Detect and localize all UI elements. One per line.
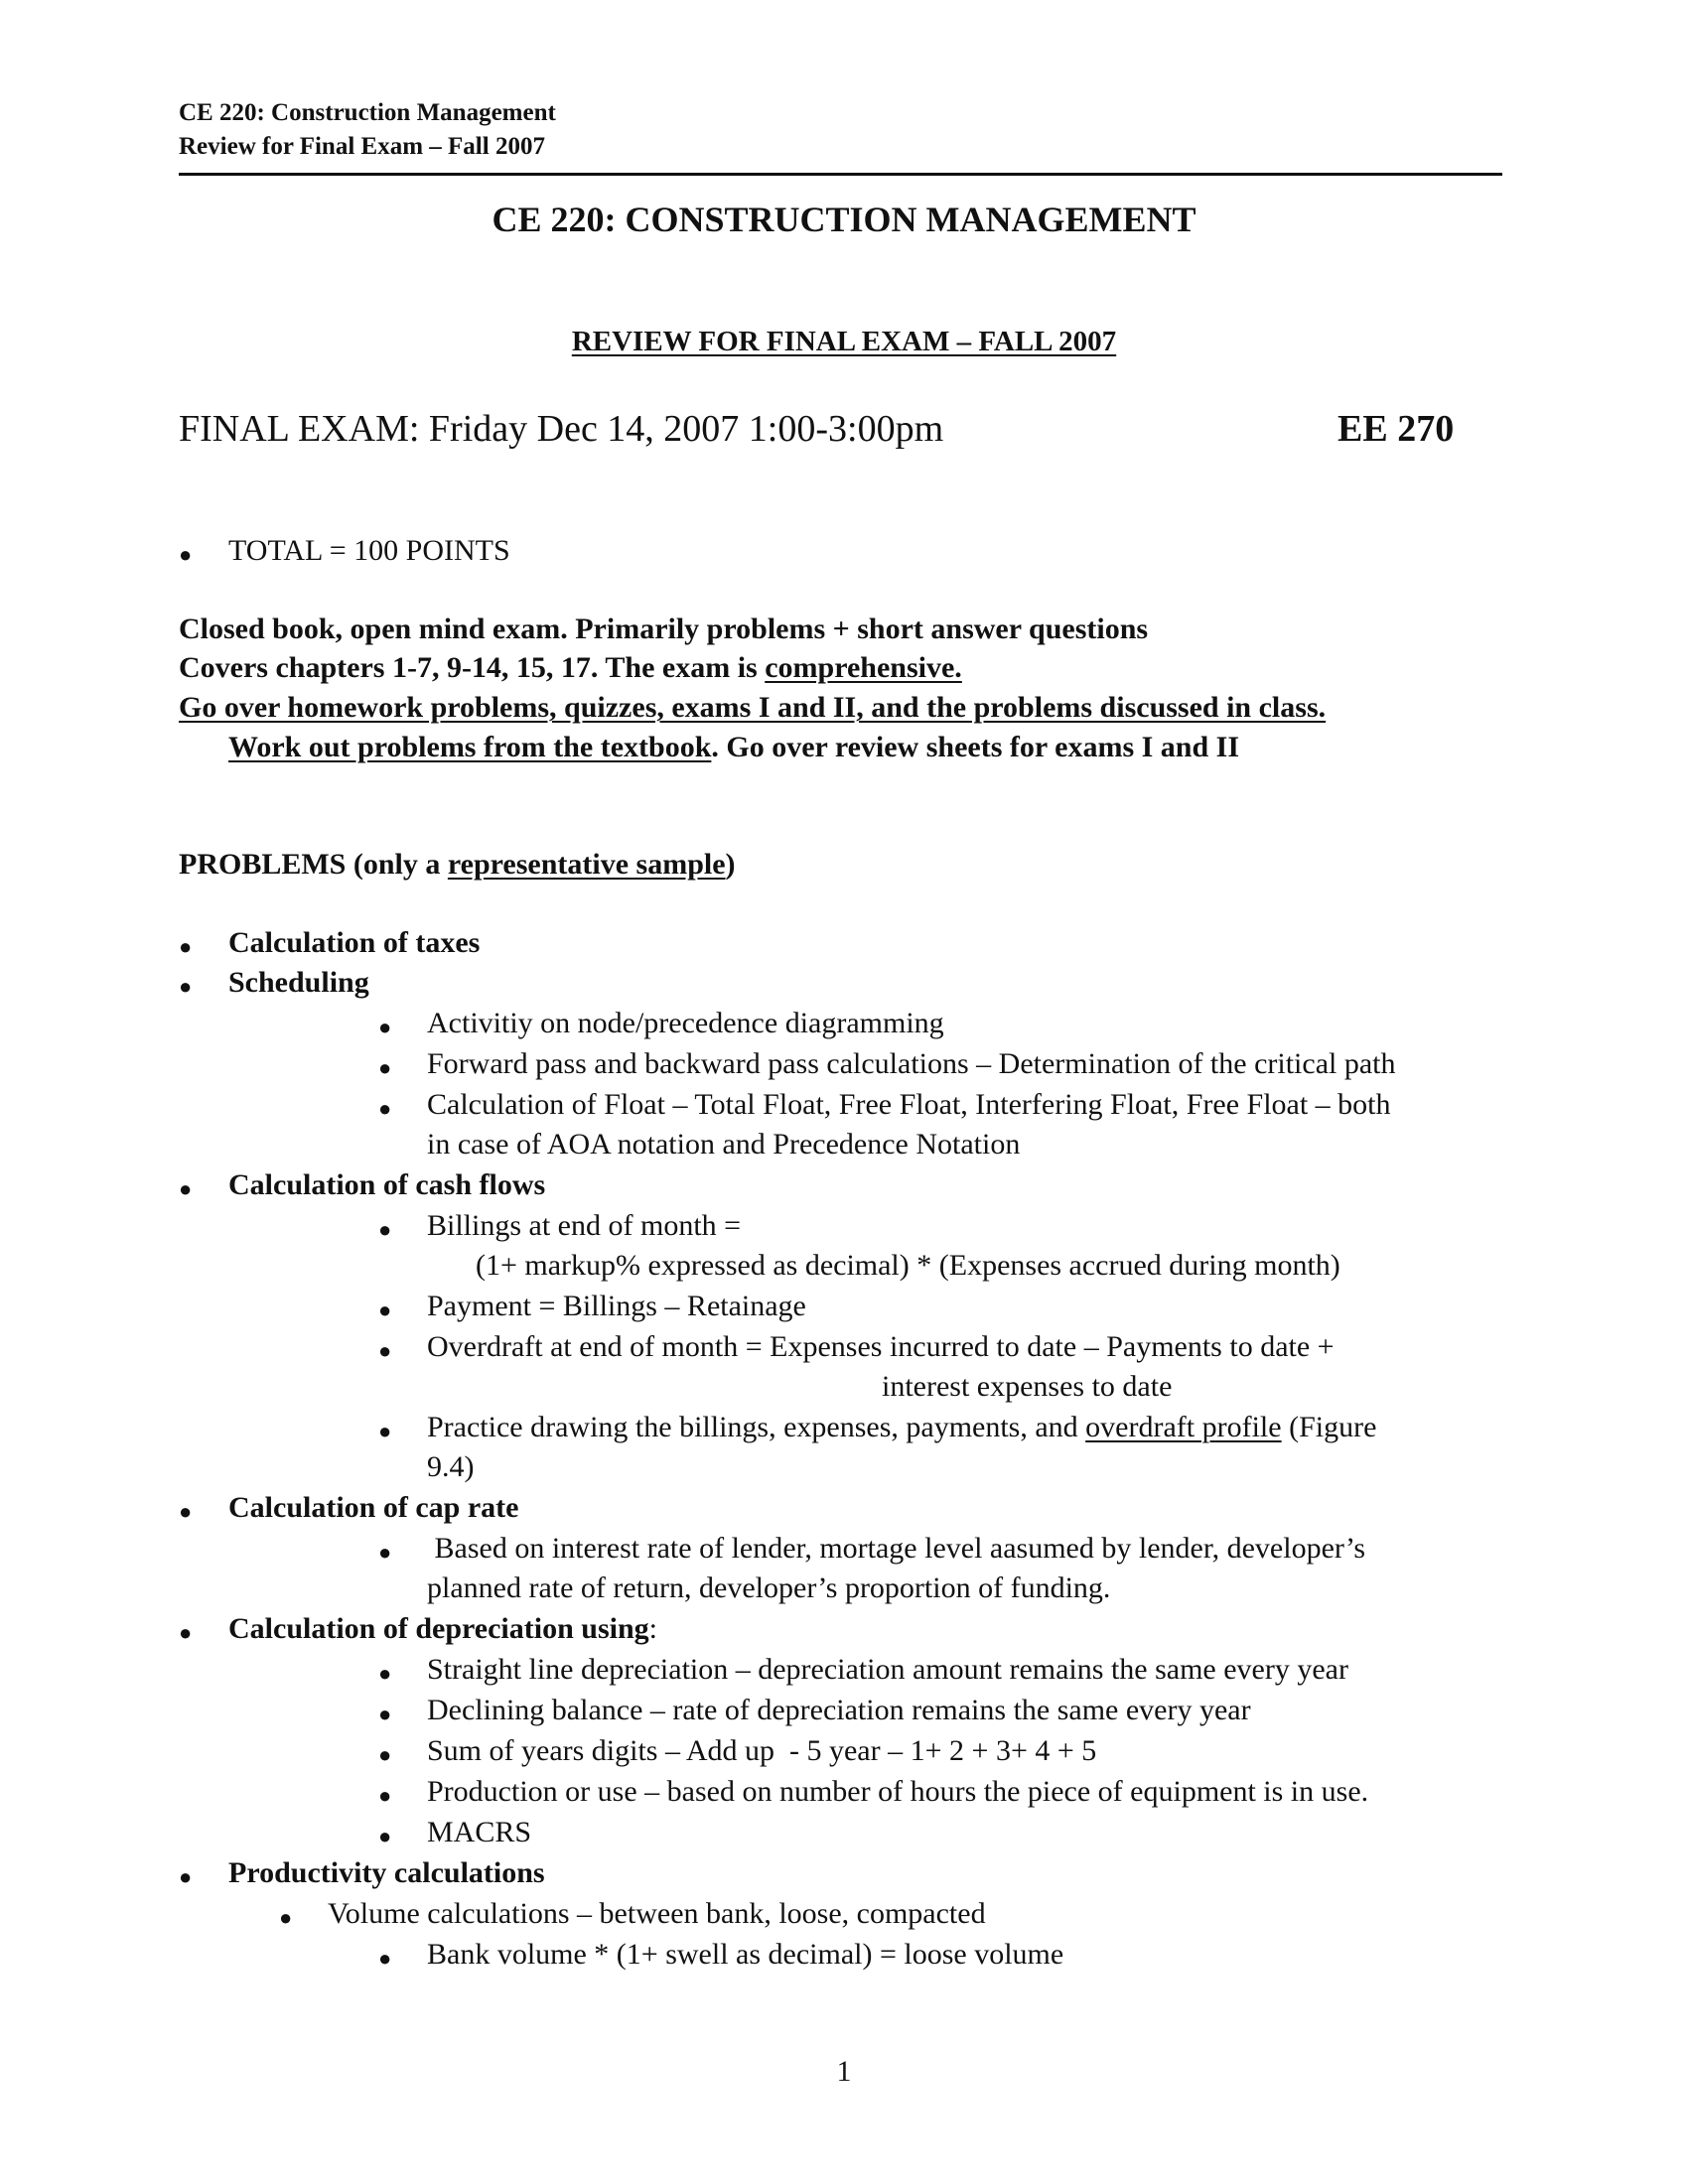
bullet-icon: ● — [378, 1419, 392, 1443]
sched-item-2: Forward pass and backward pass calculations – Determination of the critical path — [427, 1047, 1396, 1080]
bullet-icon: ● — [378, 1015, 392, 1039]
sched-item-1: Activitiy on node/precedence diagramming — [427, 1007, 944, 1039]
bullet-icon: ● — [378, 1661, 392, 1686]
bullet-icon: ● — [179, 1176, 193, 1201]
running-header-subtitle: Review for Final Exam – Fall 2007 — [179, 133, 545, 160]
bullet-icon: ● — [378, 1096, 392, 1121]
bullet-icon: ● — [378, 1217, 392, 1242]
dep-item-1: Straight line depreciation – depreciation amount remains the same every year — [427, 1653, 1348, 1686]
dep-item-5: MACRS — [427, 1816, 532, 1848]
sched-item-3a: Calculation of Float – Total Float, Free Float, Interfering Float, Free Float – both — [427, 1088, 1391, 1121]
bullet-icon: ● — [378, 1702, 392, 1726]
bullet-icon: ● — [179, 934, 193, 959]
bullet-icon: ● — [378, 1297, 392, 1322]
header-rule — [179, 173, 1502, 176]
item-scheduling: Scheduling — [228, 966, 369, 999]
item-cash-flows: Calculation of cash flows — [228, 1168, 546, 1201]
prod-item-1-1: Bank volume * (1+ swell as decimal) = loose volume — [427, 1938, 1064, 1971]
item-cap-rate: Calculation of cap rate — [228, 1491, 519, 1524]
dep-item-2: Declining balance – rate of depreciation remains the same every year — [427, 1694, 1251, 1726]
bullet-icon: ● — [378, 1783, 392, 1808]
bullet-icon: ● — [378, 1338, 392, 1363]
cap-item-1a: Based on interest rate of lender, mortage level aasumed by lender, developer’s — [427, 1532, 1366, 1565]
item-depreciation: Calculation of depreciation using: — [228, 1612, 657, 1645]
cap-item-1b: planned rate of return, developer’s proportion of funding. — [427, 1571, 1111, 1604]
page-number: 1 — [836, 2055, 852, 2088]
running-header-course: CE 220: Construction Management — [179, 99, 556, 126]
dep-item-3: Sum of years digits – Add up - 5 year – 1+ 2 + 3+ 4 + 5 — [427, 1734, 1097, 1767]
bullet-icon: ● — [378, 1540, 392, 1565]
intro-line-4: Work out problems from the textbook. Go over review sheets for exams I and II — [228, 731, 1240, 763]
sched-item-3b: in case of AOA notation and Precedence Notation — [427, 1128, 1021, 1160]
cash-item-2: Payment = Billings – Retainage — [427, 1290, 806, 1322]
cash-item-3b: interest expenses to date — [882, 1370, 1173, 1403]
bullet-icon: ● — [378, 1742, 392, 1767]
bullet-icon: ● — [179, 974, 193, 999]
intro-line-1: Closed book, open mind exam. Primarily problems + short answer questions — [179, 613, 1149, 645]
bullet-icon: ● — [279, 1905, 293, 1930]
cash-item-3a: Overdraft at end of month = Expenses incurred to date – Payments to date + — [427, 1330, 1335, 1363]
bullet-icon: ● — [378, 1824, 392, 1848]
intro-line-2: Covers chapters 1-7, 9-14, 15, 17. The exam is comprehensive. — [179, 651, 962, 684]
bullet-icon: ● — [179, 1499, 193, 1524]
bullet-icon: ● — [378, 1946, 392, 1971]
item-productivity: Productivity calculations — [228, 1856, 545, 1889]
exam-date-time: FINAL EXAM: Friday Dec 14, 2007 1:00-3:00pm — [179, 408, 944, 450]
bullet-icon: ● — [179, 1864, 193, 1889]
cash-item-1b: (1+ markup% expressed as decimal) * (Expenses accrued during month) — [476, 1249, 1340, 1282]
cash-item-1a: Billings at end of month = — [427, 1209, 742, 1242]
exam-room: EE 270 — [1337, 408, 1455, 450]
cash-item-4b: 9.4) — [427, 1450, 475, 1483]
total-points: TOTAL = 100 POINTS — [228, 534, 510, 567]
page-title: CE 220: CONSTRUCTION MANAGEMENT — [492, 200, 1196, 239]
bullet-icon: ● — [179, 1620, 193, 1645]
intro-line-3: Go over homework problems, quizzes, exams I and II, and the problems discussed in class. — [179, 691, 1327, 724]
dep-item-4: Production or use – based on number of hours the piece of equipment is in use. — [427, 1775, 1369, 1808]
page-subtitle: REVIEW FOR FINAL EXAM – FALL 2007 — [571, 326, 1117, 357]
bullet-icon: ● — [179, 542, 193, 567]
problems-heading: PROBLEMS (only a representative sample) — [179, 848, 736, 881]
bullet-icon: ● — [378, 1055, 392, 1080]
cash-item-4a: Practice drawing the billings, expenses, payments, and overdraft profile (Figure — [427, 1411, 1377, 1443]
prod-item-1: Volume calculations – between bank, loose, compacted — [328, 1897, 986, 1930]
item-taxes: Calculation of taxes — [228, 926, 481, 959]
